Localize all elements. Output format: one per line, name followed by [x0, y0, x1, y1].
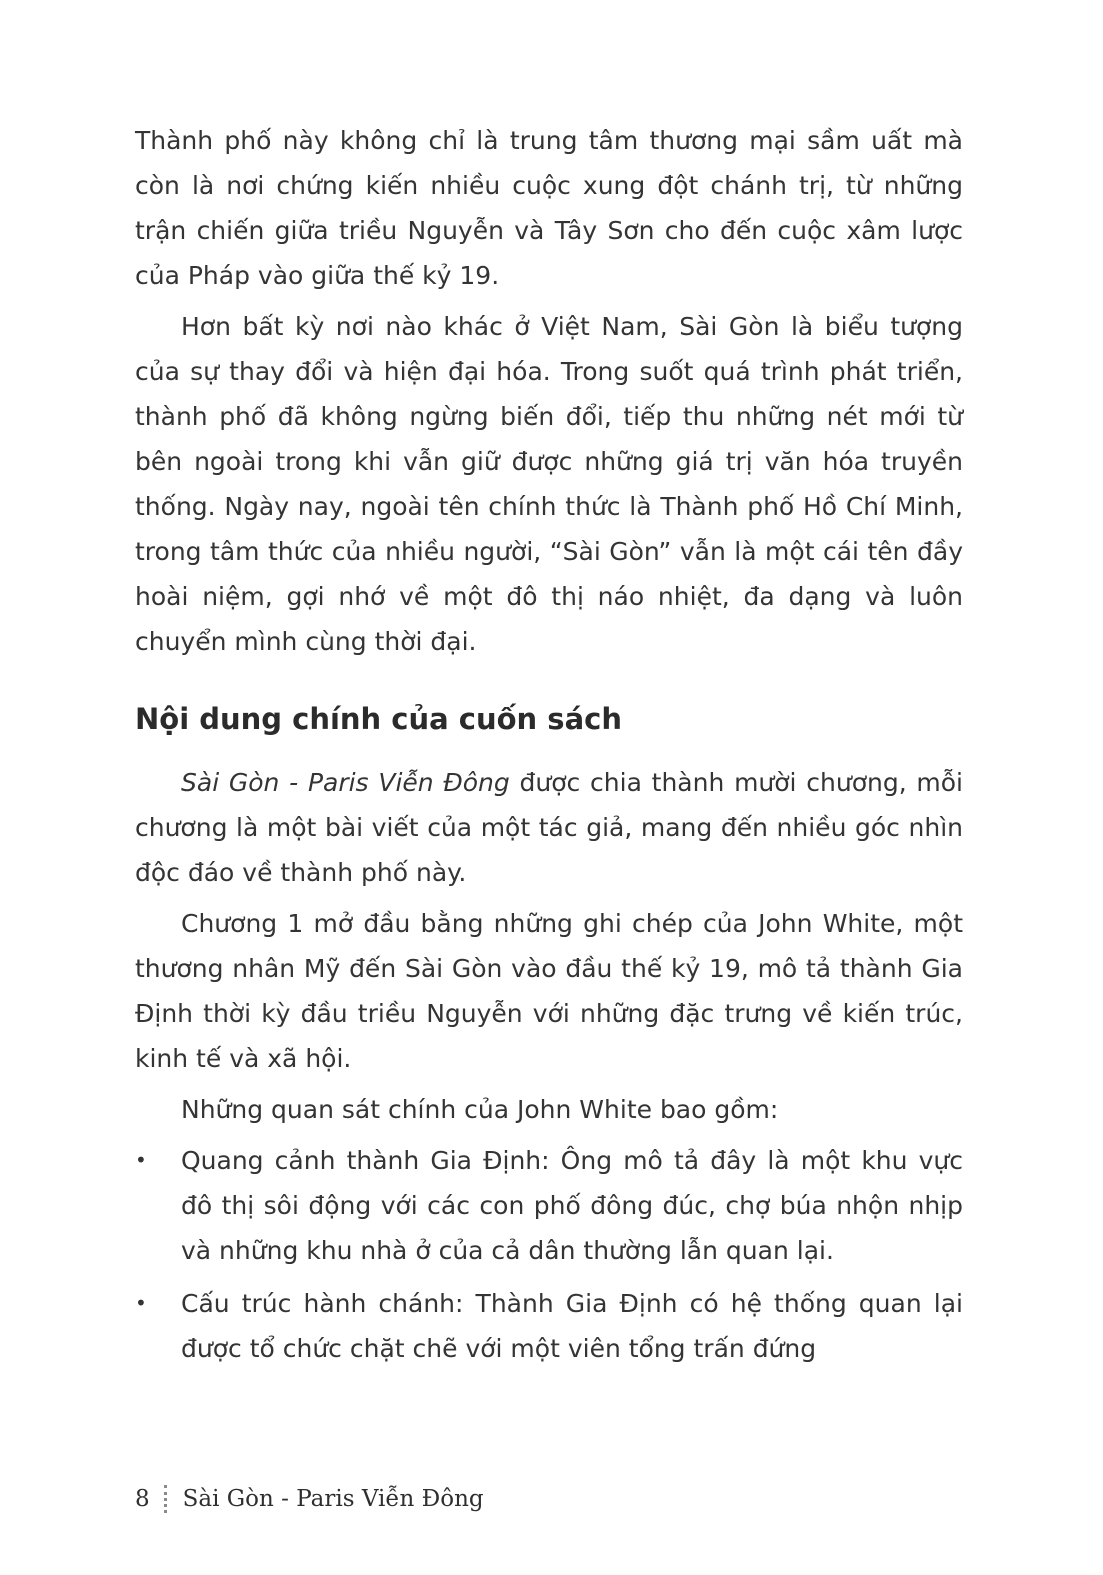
body-paragraph-3: [135, 760, 963, 895]
body-paragraph-2: Hơn bất kỳ nơi nào khác ở Việt Nam, Sài Gòn là biểu tượng của sự thay đổi và hiện đại hóa. Trong suốt quá trình phát triển, thành phố đã không ngừng biến đổi, tiếp thu những nét mới từ bên ngoài trong khi vẫn giữ được những giá trị văn hóa truyền thống. Ngày nay, ngoài tên chính thức là Thành phố Hồ Chí Minh, trong tâm thức của nhiều người, “Sài Gòn” vẫn là một cái tên đầy hoài niệm, gợi nhớ về một đô thị náo nhiệt, đa dạng và luôn chuyển mình cùng thời đại.: [135, 312, 963, 656]
footer-book-title: Sài Gòn - Paris Viễn Đông: [182, 1486, 484, 1512]
footer-divider: [164, 1485, 167, 1513]
bullet-text-2: Cấu trúc hành chánh: Thành Gia Định có hệ thống quan lại được tổ chức chặt chẽ với một viên tổng trấn đứng: [181, 1289, 963, 1363]
section-heading: Nội dung chính của cuốn sách: [135, 702, 622, 736]
list-item: [135, 1138, 963, 1273]
body-paragraph-3-rest: được chia thành mười chương, mỗi chương là một bài viết của một tác giả, mang đến nhiều góc nhìn độc đáo về thành phố này.: [135, 768, 964, 887]
bullet-text-1: Quang cảnh thành Gia Định: Ông mô tả đây là một khu vực đô thị sôi động với các con phố đông đúc, chợ búa nhộn nhịp và những khu nhà ở của cả dân thường lẫn quan lại.: [181, 1146, 963, 1265]
bullet-marker: •: [135, 1291, 147, 1315]
page-body: [135, 118, 963, 1379]
bullet-marker: •: [135, 1148, 147, 1172]
page-footer: [135, 1484, 484, 1514]
body-paragraph-5: Những quan sát chính của John White bao gồm:: [181, 1095, 779, 1124]
list-item: [135, 1281, 963, 1371]
book-title-inline: Sài Gòn - Paris Viễn Đông: [181, 768, 510, 797]
body-paragraph-1: Thành phố này không chỉ là trung tâm thương mại sầm uất mà còn là nơi chứng kiến nhiều cuộc xung đột chánh trị, từ những trận chiến giữa triều Nguyễn và Tây Sơn cho đến cuộc xâm lược của Pháp vào giữa thế kỷ 19.: [135, 126, 963, 290]
body-paragraph-4: Chương 1 mở đầu bằng những ghi chép của John White, một thương nhân Mỹ đến Sài Gòn vào đầu thế kỷ 19, mô tả thành Gia Định thời kỳ đầu triều Nguyễn với những đặc trưng về kiến trúc, kinh tế và xã hội.: [135, 909, 963, 1073]
page-number: 8: [135, 1486, 150, 1512]
